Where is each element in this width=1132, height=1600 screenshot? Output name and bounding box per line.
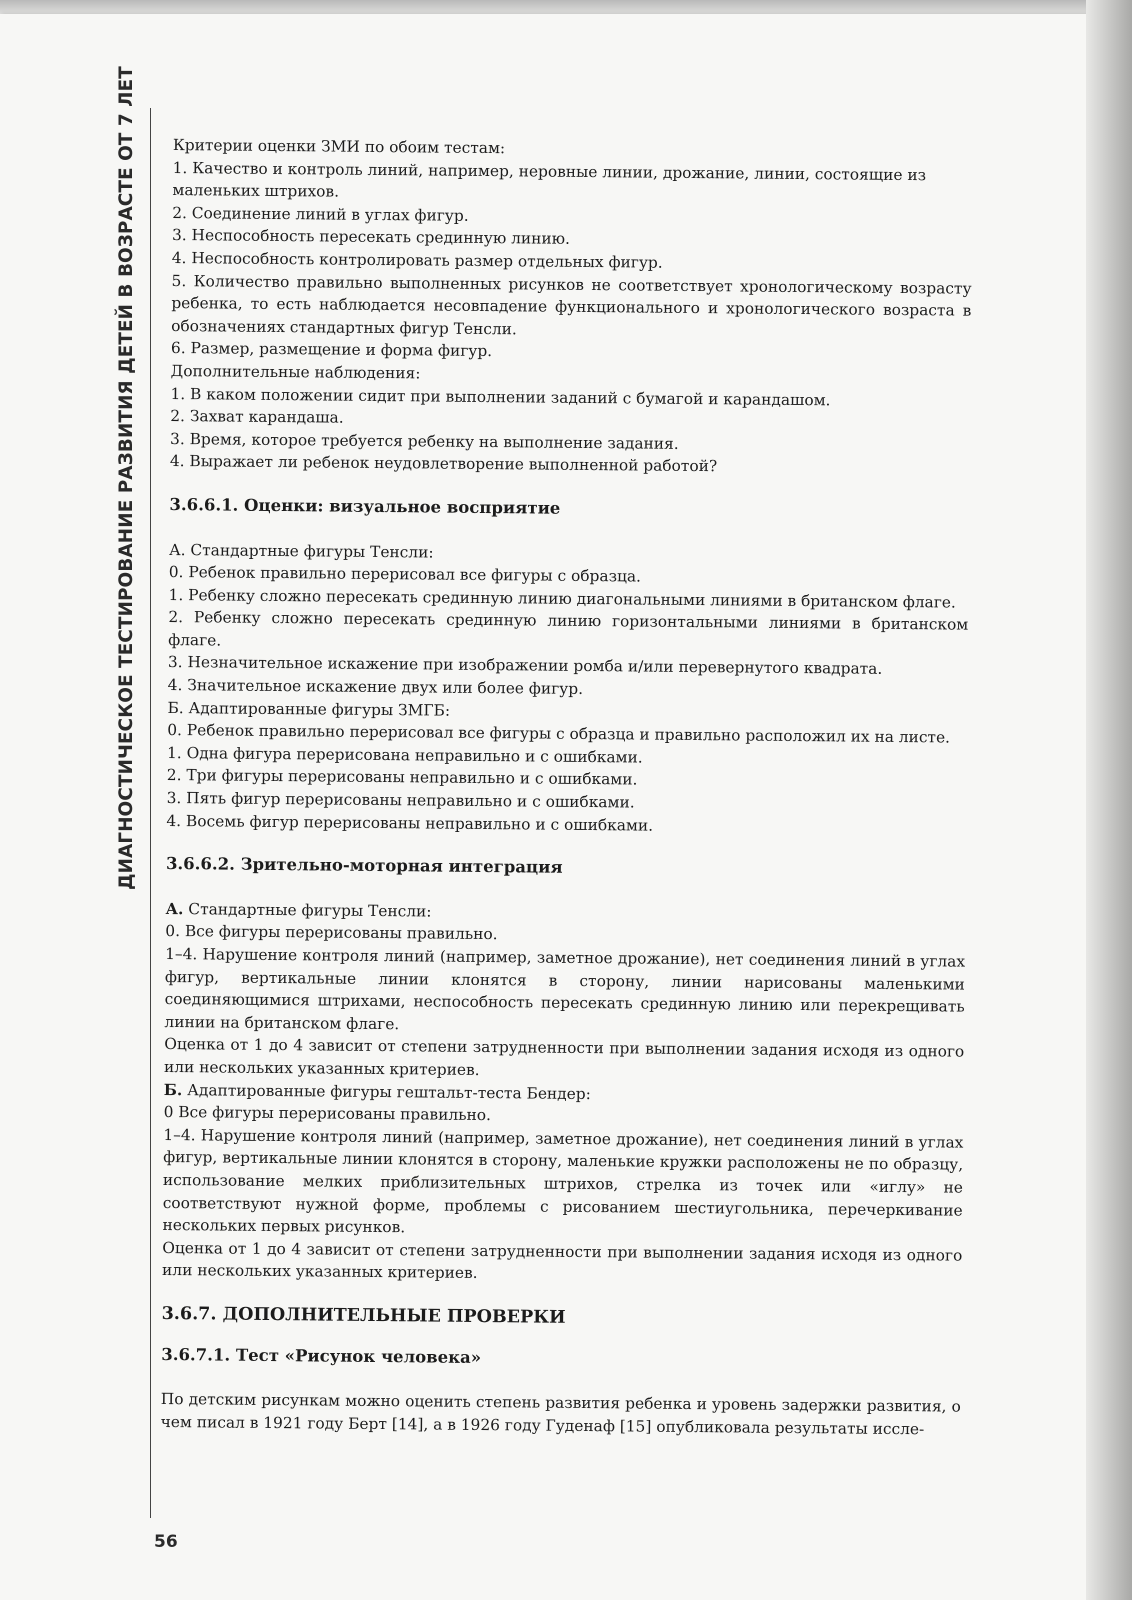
criteria-item: 1. Качество и контроль линий, например, неровные линии, дрожание, линии, состоящие из маленьких штрихов. xyxy=(172,158,927,201)
list-item: 1. Одна фигура перерисована неправильно и с ошибками. xyxy=(166,743,643,767)
list-title: А. Стандартные фигуры Тенсли: xyxy=(168,540,434,562)
list-title-text: Стандартные фигуры Тенсли: xyxy=(183,899,432,921)
list-item: 4. Восемь фигур перерисованы неправильно и с ошибками. xyxy=(166,811,654,835)
criteria-item: 3. Неспособность пересекать срединную линию. xyxy=(171,226,571,249)
section-heading-3661: 3.6.6.1. Оценки: визуальное восприятие xyxy=(169,494,561,518)
criteria-intro: Критерии оценки ЗМИ по обоим тестам: xyxy=(172,135,506,158)
list-item: 0. Ребенок правильно перерисовал все фигуры с образца. xyxy=(168,563,642,586)
section-heading-367: 3.6.7. ДОПОЛНИТЕЛЬНЫЕ ПРОВЕРКИ xyxy=(161,1303,566,1328)
list-item: 1–4. Нарушение контроля линий (например, заметное дрожание), нет соединения линий в углах фигур, вертикальные линии клонятся в сторону, линии нарисованы маленькими соединяющимися штрихами, неспособность пересекать срединную линию или перекрещивать линии на британском флаге. xyxy=(164,944,966,1033)
scan-book-spine xyxy=(1086,0,1132,1600)
list-item: 3. Незначительное искажение при изображении ромба и/или перевернутого квадрата. xyxy=(167,653,883,679)
page-content xyxy=(161,134,973,1441)
list-item: 0. Ребенок правильно перерисовал все фигуры с образца и правильно расположил их на листе. xyxy=(167,721,951,747)
list-title-text: Адаптированные фигуры гештальт-теста Бендер: xyxy=(182,1080,591,1103)
list-item: 1. Ребенку сложно пересекать срединную линию диагональными линиями в британском флаге. xyxy=(168,585,956,612)
list-item: 4. Значительное искажение двух или более фигур. xyxy=(167,676,584,699)
observation-item: 4. Выражает ли ребенок неудовлетворение выполненной работой? xyxy=(169,452,718,476)
observation-item: 1. В каком положении сидит при выполнении заданий с бумагой и карандашом. xyxy=(170,384,831,409)
running-side-title: ДИАГНОСТИЧЕСКОЕ ТЕСТИРОВАНИЕ РАЗВИТИЯ ДЕТЕЙ В ВОЗРАСТЕ ОТ 7 ЛЕТ xyxy=(116,66,137,890)
list-item: 2. Три фигуры перерисованы неправильно и с ошибками. xyxy=(166,766,638,789)
observation-item: 2. Захват карандаша. xyxy=(170,407,344,427)
observations-intro: Дополнительные наблюдения: xyxy=(170,361,421,383)
list-item: 1–4. Нарушение контроля линий (например, заметное дрожание), нет соединения линий в углах фигур, вертикальные линии клонятся в сторону, маленькие кружки расположены не по образцу, использование мелких приблизительных штрихов, стрелка из точек или «иглу» не соответствуют нужной форме, проблемы с рисованием шестиугольника, перечеркивание нескольких первых рисунков. xyxy=(162,1125,964,1237)
criteria-item: 2. Соединение линий в углах фигур. xyxy=(172,203,469,225)
criteria-item: 6. Размер, размещение и форма фигур. xyxy=(170,339,493,361)
section-heading-3671: 3.6.7.1. Тест «Рисунок человека» xyxy=(161,1344,482,1367)
list-item: 0. Все фигуры перерисованы правильно. xyxy=(165,922,498,944)
observation-item: 3. Время, которое требуется ребенку на выполнение задания. xyxy=(169,429,679,453)
page-number: 56 xyxy=(154,1532,178,1552)
list-marker: А. xyxy=(165,899,184,918)
section-heading-3662: 3.6.6.2. Зрительно-моторная интеграция xyxy=(165,854,563,877)
list-title: Б. Адаптированные фигуры ЗМГБ: xyxy=(167,698,451,720)
score-note: Оценка от 1 до 4 зависит от степени затрудненности при выполнении задания исходя из одного или нескольких указанных критериев. xyxy=(162,1238,963,1283)
criteria-item: 5. Количество правильно выполненных рисунков не соответствует хронологическому возрасту ребенка, то есть наблюдается несовпадение функционального и хронологического возраста в обозначениях стандартных фигур Тенсли. xyxy=(171,271,972,339)
list-item: 0 Все фигуры перерисованы правильно. xyxy=(163,1103,492,1125)
vertical-rule xyxy=(150,108,151,1518)
score-note: Оценка от 1 до 4 зависит от степени затрудненности при выполнении задания исходя из одного или нескольких указанных критериев. xyxy=(163,1035,965,1079)
body-paragraph: По детским рисункам можно оценить степень развития ребенка и уровень задержки развития, о чем писал в 1921 году Берт [14], а в 1926 году Гуденаф [15] опубликовала результаты иссле- xyxy=(160,1390,961,1438)
list-item: 2. Ребенку сложно пересекать срединную линию горизонтальными линиями в британском флаге. xyxy=(168,608,969,650)
criteria-item: 4. Неспособность контролировать размер отдельных фигур. xyxy=(171,248,663,272)
list-marker: Б. xyxy=(163,1080,183,1099)
list-item: 3. Пять фигур перерисованы неправильно и с ошибками. xyxy=(166,789,635,812)
